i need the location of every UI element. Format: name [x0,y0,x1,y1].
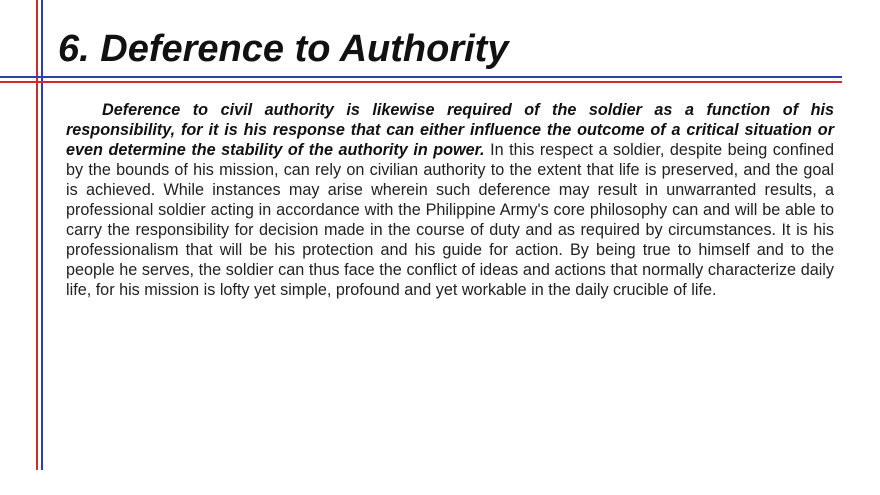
paragraph-lead: Deference to civil authority is likewise required of the soldier as a function of his responsibility, for it is his response that can either influence the outcome of a critical situation or even determine the stability of the authority in power. [66,101,834,159]
blue-vertical-line [41,0,43,470]
red-horizontal-line [0,81,842,83]
blue-horizontal-line [0,76,842,78]
paragraph-rest: In this respect a soldier, despite being confined by the bounds of his mission, can rely on civilian authority to the extent that life is preserved, and the goal is achieved. While instances may arise wherein such deference may result in unwarranted results, a professional soldier acting in accordance with the Philippine Army's core philosophy can and will be able to carry the responsibility for decision made in the course of duty and as required by circumstances. It is his professionalism that will be his protection and his guide for action. By being true to himself and to the people he serves, the soldier can thus face the conflict of ideas and actions that normally characterize daily life, for his mission is lofty yet simple, profound and yet workable in the daily crucible of life. [66,141,834,299]
red-vertical-line [36,0,38,470]
body-paragraph [66,100,834,300]
slide-title: 6. Deference to Authority [58,28,509,70]
